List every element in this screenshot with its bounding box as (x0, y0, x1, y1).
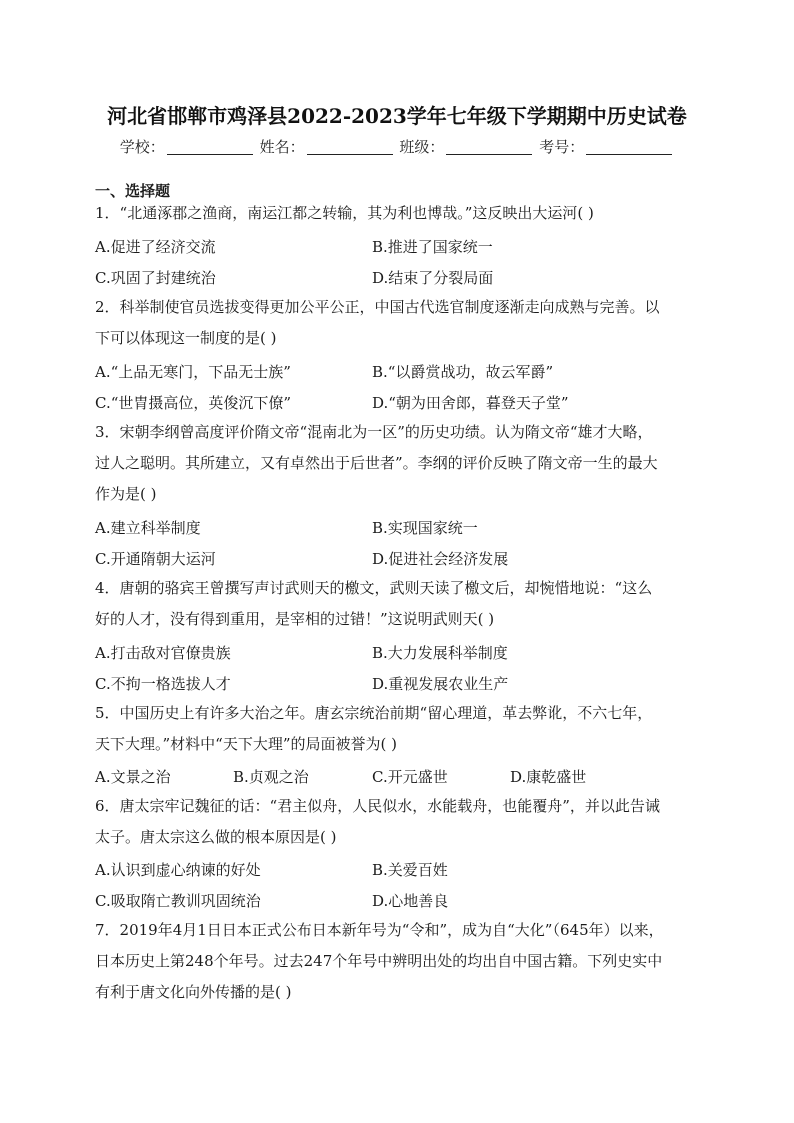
option-c: C.“世胄摄高位，英俊沉下僚” (95, 394, 292, 412)
question-line: 作为是( ) (95, 485, 157, 503)
option-a: A.建立科举制度 (95, 519, 201, 537)
question-line: 日本历史上第248个年号。过去247个年号中辨明出处的均出自中国古籍。下列史实中 (95, 952, 663, 970)
name-blank[interactable] (307, 140, 393, 155)
option-d: D.促进社会经济发展 (372, 550, 509, 568)
option-b: B.大力发展科举制度 (372, 644, 508, 662)
option-d: D.“朝为田舍郎，暮登天子堂” (372, 394, 569, 412)
option-b: B.推进了国家统一 (372, 238, 493, 256)
section-title: 一、选择题 (95, 182, 171, 200)
option-c: C.吸取隋亡教训巩固统治 (95, 892, 261, 910)
option-a: A.打击敌对官僚贵族 (95, 644, 231, 662)
option-a: A.“上品无寒门，下品无士族” (95, 363, 291, 381)
option-c: C.不拘一格选拔人才 (95, 675, 231, 693)
option-c: C.开通隋朝大运河 (95, 550, 216, 568)
question-line: 有利于唐文化向外传播的是( ) (95, 983, 292, 1001)
class-blank[interactable] (446, 140, 532, 155)
question-line: 5．中国历史上有许多大治之年。唐玄宗统治前期“留心理道，革去弊讹，不六七年， (95, 704, 653, 722)
option-a: A.促进了经济交流 (95, 238, 216, 256)
option-b: B.贞观之治 (233, 768, 309, 786)
school-blank[interactable] (167, 140, 253, 155)
question-line: 太子。唐太宗这么做的根本原因是( ) (95, 828, 337, 846)
option-c: C.巩固了封建统治 (95, 269, 216, 287)
page-title: 河北省邯郸市鸡泽县2022-2023学年七年级下学期期中历史试卷 (107, 104, 687, 128)
option-d: D.结束了分裂局面 (372, 269, 494, 287)
question-line: 4．唐朝的骆宾王曾撰写声讨武则天的檄文，武则天读了檄文后，却惋惜地说：“这么 (95, 579, 653, 597)
option-d: D.康乾盛世 (510, 768, 587, 786)
question-line: 6．唐太宗牢记魏征的话：“君主似舟，人民似水，水能载舟，也能覆舟”，并以此告诫 (95, 797, 660, 815)
student-info-line (0, 136, 794, 157)
option-d: D.心地善良 (372, 892, 449, 910)
number-blank[interactable] (586, 140, 672, 155)
question-line: 1．“北通涿郡之渔商，南运江都之转输，其为利也博哉。”这反映出大运河( ) (95, 204, 594, 222)
class-label: 班级： (399, 138, 445, 156)
option-b: B.实现国家统一 (372, 519, 478, 537)
option-a: A.文景之治 (95, 768, 171, 786)
question-3 (95, 417, 705, 510)
question-line: 7．2019年4月1日日本正式公布日本新年号为“令和”，成为自“大化”（645年）以来， (95, 921, 664, 939)
question-5 (95, 698, 705, 760)
name-label: 姓名： (259, 138, 305, 156)
option-c: C.开元盛世 (372, 768, 448, 786)
question-line: 天下大理。”材料中“天下大理”的局面被誉为( ) (95, 735, 397, 753)
number-label: 考号： (539, 138, 585, 156)
question-line: 好的人才，没有得到重用，是宰相的过错！”这说明武则天( ) (95, 610, 495, 628)
option-b: B.关爱百姓 (372, 861, 448, 879)
question-line: 3．宋朝李纲曾高度评价隋文帝“混南北为一区”的历史功绩。认为隋文帝“雄才大略， (95, 423, 653, 441)
school-label: 学校： (119, 138, 165, 156)
question-6 (95, 791, 705, 853)
option-b: B.“以爵赏战功，故云军爵” (372, 363, 554, 381)
question-2 (95, 292, 705, 354)
question-7 (95, 915, 705, 1008)
question-line: 2．科举制使官员选拔变得更加公平公正，中国古代选官制度逐渐走向成熟与完善。以 (95, 298, 660, 316)
question-4 (95, 573, 705, 635)
option-d: D.重视发展农业生产 (372, 675, 509, 693)
option-a: A.认识到虚心纳谏的好处 (95, 861, 261, 879)
question-line: 下可以体现这一制度的是( ) (95, 329, 277, 347)
question-1 (95, 198, 705, 229)
question-line: 过人之聪明。其所建立，又有卓然出于后世者”。李纲的评价反映了隋文帝一生的最大 (95, 454, 658, 472)
